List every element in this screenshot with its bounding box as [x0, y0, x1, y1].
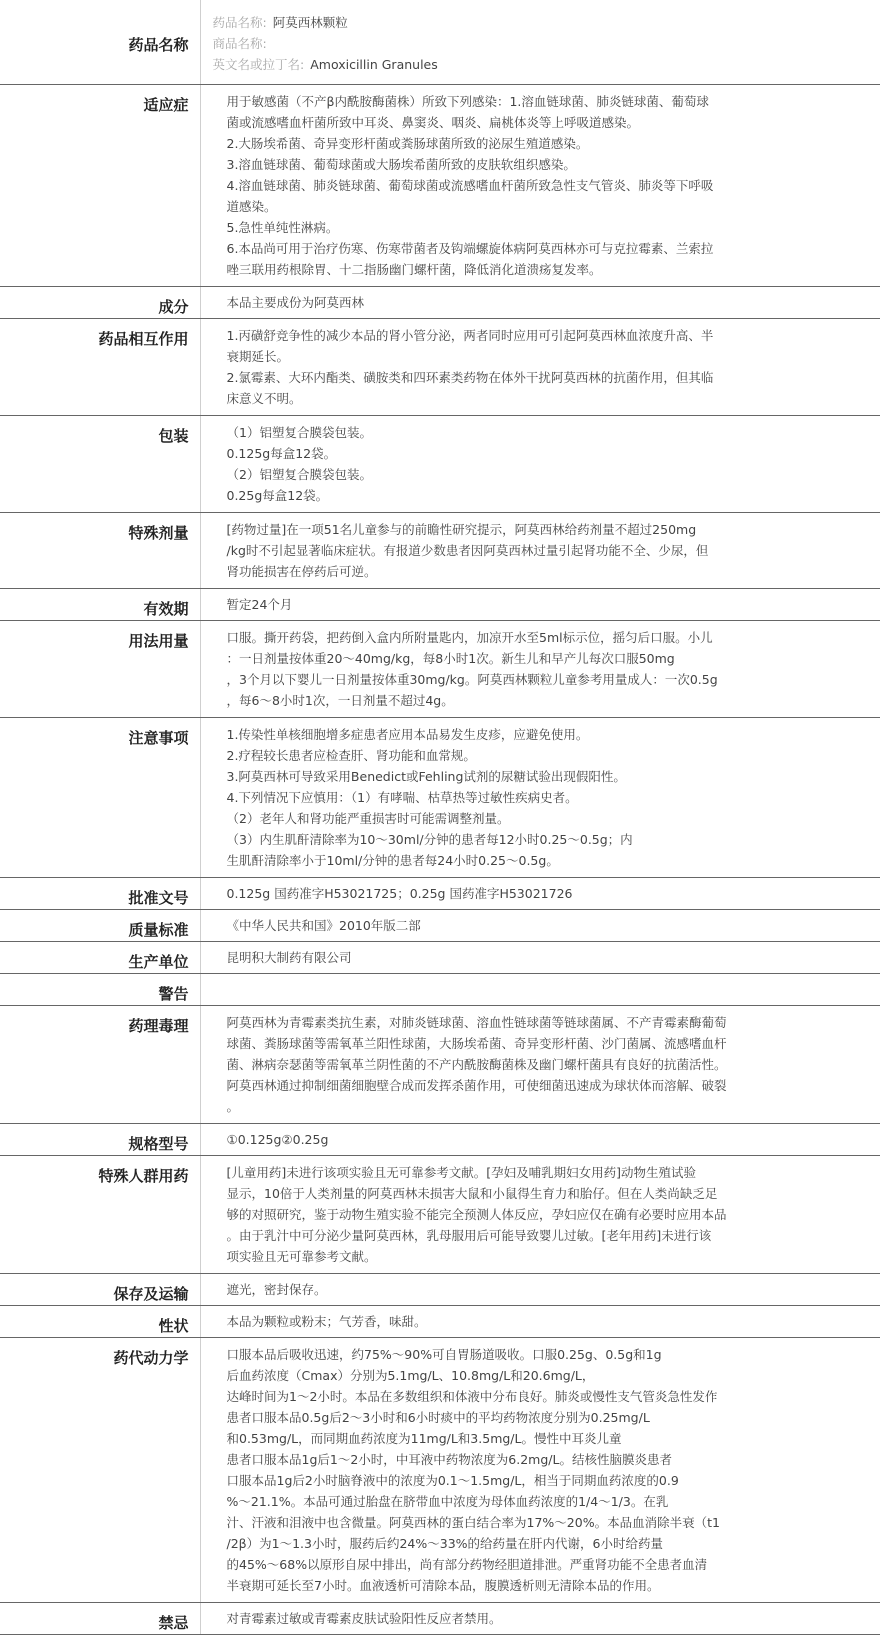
generic-name-value: 阿莫西林颗粒 [272, 15, 348, 30]
content-line: [儿童用药]未进行该项实验且无可靠参考文献。[孕妇及哺乳期妇女用药]动物生殖试验 [226, 1165, 697, 1180]
row-content [200, 1156, 880, 1274]
row-content [200, 974, 880, 1006]
content-line: 道感染。 [226, 199, 277, 214]
content-line: 。 [226, 1099, 240, 1114]
info-row [0, 287, 880, 319]
content-line: 0.125g每盒12袋。 [226, 446, 337, 461]
content-line: 显示，10倍于人类剂量的阿莫西林未损害大鼠和小鼠得生育力和胎仔。但在人类尚缺乏足 [226, 1186, 718, 1201]
row-content [200, 621, 880, 718]
content-line: 暂定24个月 [226, 597, 293, 612]
content-line: /2β）为1～1.3小时，服药后约24%～33%的给药量在肝内代谢，6小时给药量 [226, 1536, 663, 1551]
content-line: 0.25g每盒12袋。 [226, 488, 329, 503]
content-line: （2）老年人和肾功能严重损害时可能需调整剂量。 [226, 811, 510, 826]
content-line: （1）铝塑复合膜袋包装。 [226, 425, 372, 440]
row-content [200, 942, 880, 974]
info-row [0, 718, 880, 878]
row-label: 保存及运输 [0, 1274, 200, 1306]
row-label: 药品名称 [0, 0, 200, 85]
row-content [200, 513, 880, 589]
info-row [0, 878, 880, 910]
content-line: 1.传染性单核细胞增多症患者应用本品易发生皮疹，应避免使用。 [226, 727, 589, 742]
content-line: 口服。撕开药袋，把药倒入盒内所附量匙内，加凉开水至5ml标示位，摇匀后口服。小儿 [226, 630, 713, 645]
generic-name-line [213, 12, 791, 33]
content-line: 4.下列情况下应慎用：（1）有哮喘、枯草热等过敏性疾病史者。 [226, 790, 578, 805]
row-content [200, 1274, 880, 1306]
content-line: 菌、淋病奈瑟菌等需氧革兰阴性菌的不产内酰胺酶菌株及幽门螺杆菌具有良好的抗菌活性。 [226, 1057, 727, 1072]
content-line: 口服本品1g后2小时脑脊液中的浓度为0.1～1.5mg/L，相当于同期血药浓度的0.9 [226, 1473, 679, 1488]
row-label: 性状 [0, 1306, 200, 1338]
content-line: 。由于乳汁中可分泌少量阿莫西林，乳母服用后可能导致婴儿过敏。[老年用药]未进行该 [226, 1228, 712, 1243]
row-label: 包装 [0, 416, 200, 513]
content-line: 衰期延长。 [226, 349, 290, 364]
row-content [200, 1306, 880, 1338]
row-content [200, 589, 880, 621]
content-line: 遮光，密封保存。 [226, 1282, 327, 1297]
row-content [200, 910, 880, 942]
row-content [200, 85, 880, 287]
content-line: （2）铝塑复合膜袋包装。 [226, 467, 372, 482]
row-label: 批准文号 [0, 878, 200, 910]
content-line: 后血药浓度（Cmax）分别为5.1mg/L、10.8mg/L和20.6mg/L， [226, 1368, 595, 1383]
content-line: 4.溶血链球菌、肺炎链球菌、葡萄球菌或流感嗜血杆菌所致急性支气管炎、肺炎等下呼吸 [226, 178, 714, 193]
english-name-line [213, 54, 791, 75]
content-line: 3.阿莫西林可导致采用Benedict或Fehling试剂的尿糖试验出现假阳性。 [226, 769, 626, 784]
content-line: 3.溶血链球菌、葡萄球菌或大肠埃希菌所致的皮肤软组织感染。 [226, 157, 576, 172]
content-line: 0.125g 国药准字H53021725；0.25g 国药准字H53021726 [226, 886, 573, 901]
content-line: 肾功能损害在停药后可逆。 [226, 564, 377, 579]
row-content [200, 0, 880, 85]
content-line: 汁、汗液和泪液中也含微量。阿莫西林的蛋白结合率为17%～20%。本品血消除半衰（t1 [226, 1515, 720, 1530]
row-label: 用法用量 [0, 621, 200, 718]
info-row [0, 589, 880, 621]
content-line: 和0.53mg/L，而同期血药浓度为11mg/L和3.5mg/L。慢性中耳炎儿童 [226, 1431, 622, 1446]
content-line: （3）内生肌酐清除率为10～30ml/分钟的患者每12小时0.25～0.5g；内 [226, 832, 633, 847]
content-line: 阿莫西林通过抑制细菌细胞壁合成而发挥杀菌作用，可使细菌迅速成为球状体而溶解、破裂 [226, 1078, 727, 1093]
row-content [200, 878, 880, 910]
content-line: 够的对照研究，鉴于动物生殖实验不能完全预测人体反应，孕妇应仅在确有必要时应用本品 [226, 1207, 727, 1222]
content-line: 的45%～68%以原形自尿中排出，尚有部分药物经胆道排泄。严重肾功能不全患者血清 [226, 1557, 708, 1572]
info-row [0, 910, 880, 942]
content-line: 口服本品后吸收迅速，约75%～90%可自胃肠道吸收。口服0.25g、0.5g和1g [226, 1347, 662, 1362]
content-line: %～21.1%。本品可通过胎盘在脐带血中浓度为母体血药浓度的1/4～1/3。在乳 [226, 1494, 669, 1509]
row-label: 规格型号 [0, 1124, 200, 1156]
row-content [200, 718, 880, 878]
trade-name-line [213, 33, 791, 54]
content-line: 患者口服本品1g后1～2小时，中耳液中药物浓度为6.2mg/L。结核性脑膜炎患者 [226, 1452, 672, 1467]
row-content [200, 1124, 880, 1156]
info-row [0, 1338, 880, 1603]
row-label: 警告 [0, 974, 200, 1006]
content-line: 患者口服本品0.5g后2～3小时和6小时痰中的平均药物浓度分别为0.25mg/L [226, 1410, 650, 1425]
content-line: 菌或流感嗜血杆菌所致中耳炎、鼻窦炎、咽炎、扁桃体炎等上呼吸道感染。 [226, 115, 640, 130]
content-line: 2.氯霉素、大环内酯类、磺胺类和四环素类药物在体外干扰阿莫西林的抗菌作用，但其临 [226, 370, 714, 385]
row-label: 注意事项 [0, 718, 200, 878]
content-line: ，3个月以下婴儿一日剂量按体重30mg/kg。阿莫西林颗粒儿童参考用量成人：一次0.5g [226, 672, 718, 687]
row-content [200, 416, 880, 513]
info-row [0, 1006, 880, 1124]
row-label: 有效期 [0, 589, 200, 621]
info-row [0, 85, 880, 287]
content-line: 5.急性单纯性淋病。 [226, 220, 339, 235]
row-label: 禁忌 [0, 1603, 200, 1635]
content-line: 半衰期可延长至7小时。血液透析可清除本品，腹膜透析则无清除本品的作用。 [226, 1578, 660, 1593]
info-row [0, 942, 880, 974]
trade-name-key: 商品名称: [212, 36, 267, 51]
info-row [0, 1306, 880, 1338]
content-line: 对青霉素过敏或青霉素皮肤试验阳性反应者禁用。 [226, 1611, 502, 1626]
content-line: 本品主要成份为阿莫西林 [226, 295, 365, 310]
content-line: 阿莫西林为青霉素类抗生素，对肺炎链球菌、溶血性链球菌等链球菌属、不产青霉素酶葡萄 [226, 1015, 727, 1030]
row-label: 药理毒理 [0, 1006, 200, 1124]
content-line: 1.丙磺舒竞争性的减少本品的肾小管分泌，两者同时应用可引起阿莫西林血浓度升高、半 [226, 328, 714, 343]
info-row [0, 319, 880, 416]
content-line: 本品为颗粒或粉末；气芳香，味甜。 [226, 1314, 427, 1329]
row-content [200, 1338, 880, 1603]
content-line: 球菌、粪肠球菌等需氧革兰阳性球菌，大肠埃希菌、奇异变形杆菌、沙门菌属、流感嗜血杆 [226, 1036, 727, 1051]
row-label: 药代动力学 [0, 1338, 200, 1603]
info-row [0, 1156, 880, 1274]
info-row [0, 1603, 880, 1635]
row-label: 特殊人群用药 [0, 1156, 200, 1274]
info-row [0, 1274, 880, 1306]
row-drug-name [0, 0, 880, 85]
info-row [0, 1124, 880, 1156]
info-row [0, 513, 880, 589]
content-line: 2.疗程较长患者应检查肝、肾功能和血常规。 [226, 748, 476, 763]
row-content [200, 319, 880, 416]
row-label: 药品相互作用 [0, 319, 200, 416]
content-line: [药物过量]在一项51名儿童参与的前瞻性研究提示，阿莫西林给药剂量不超过250mg [226, 522, 697, 537]
content-line: 用于敏感菌（不产β内酰胺酶菌株）所致下列感染：1.溶血链球菌、肺炎链球菌、葡萄球 [226, 94, 709, 109]
row-content [200, 1006, 880, 1124]
row-label: 生产单位 [0, 942, 200, 974]
info-row [0, 416, 880, 513]
row-label: 适应症 [0, 85, 200, 287]
content-line: 2.大肠埃希菌、奇异变形杆菌或粪肠球菌所致的泌尿生殖道感染。 [226, 136, 589, 151]
content-line: 项实验且无可靠参考文献。 [226, 1249, 377, 1264]
row-content [200, 287, 880, 319]
generic-name-key: 药品名称: [212, 15, 267, 30]
row-content [200, 1603, 880, 1635]
info-row [0, 621, 880, 718]
content-line: 昆明积大制药有限公司 [226, 950, 352, 965]
content-line: 唑三联用药根除胃、十二指肠幽门螺杆菌，降低消化道溃疡复发率。 [226, 262, 602, 277]
content-line: 床意义不明。 [226, 391, 302, 406]
content-line: /kg时不引起显著临床症状。有报道少数患者因阿莫西林过量引起肾功能不全、少尿，但 [226, 543, 709, 558]
content-line: ①0.125g②0.25g [226, 1132, 329, 1147]
content-line: 生肌酐清除率小于10ml/分钟的患者每24小时0.25～0.5g。 [226, 853, 559, 868]
content-line: 6.本品尚可用于治疗伤寒、伤寒带菌者及钩端螺旋体病阿莫西林亦可与克拉霉素、兰索拉 [226, 241, 714, 256]
content-line: 《中华人民共和国》2010年版二部 [226, 918, 421, 933]
content-line: 达峰时间为1～2小时。本品在多数组织和体液中分布良好。肺炎或慢性支气管炎急性发作 [226, 1389, 718, 1404]
english-name-key: 英文名或拉丁名: [212, 57, 305, 72]
content-line [227, 979, 791, 1000]
english-name-value: Amoxicillin Granules [310, 57, 438, 72]
row-label: 成分 [0, 287, 200, 319]
content-line: ：一日剂量按体重20～40mg/kg，每8小时1次。新生儿和早产儿每次口服50mg [226, 651, 675, 666]
row-label: 质量标准 [0, 910, 200, 942]
content-line: ，每6～8小时1次，一日剂量不超过4g。 [226, 693, 454, 708]
info-row [0, 974, 880, 1006]
row-label: 特殊剂量 [0, 513, 200, 589]
